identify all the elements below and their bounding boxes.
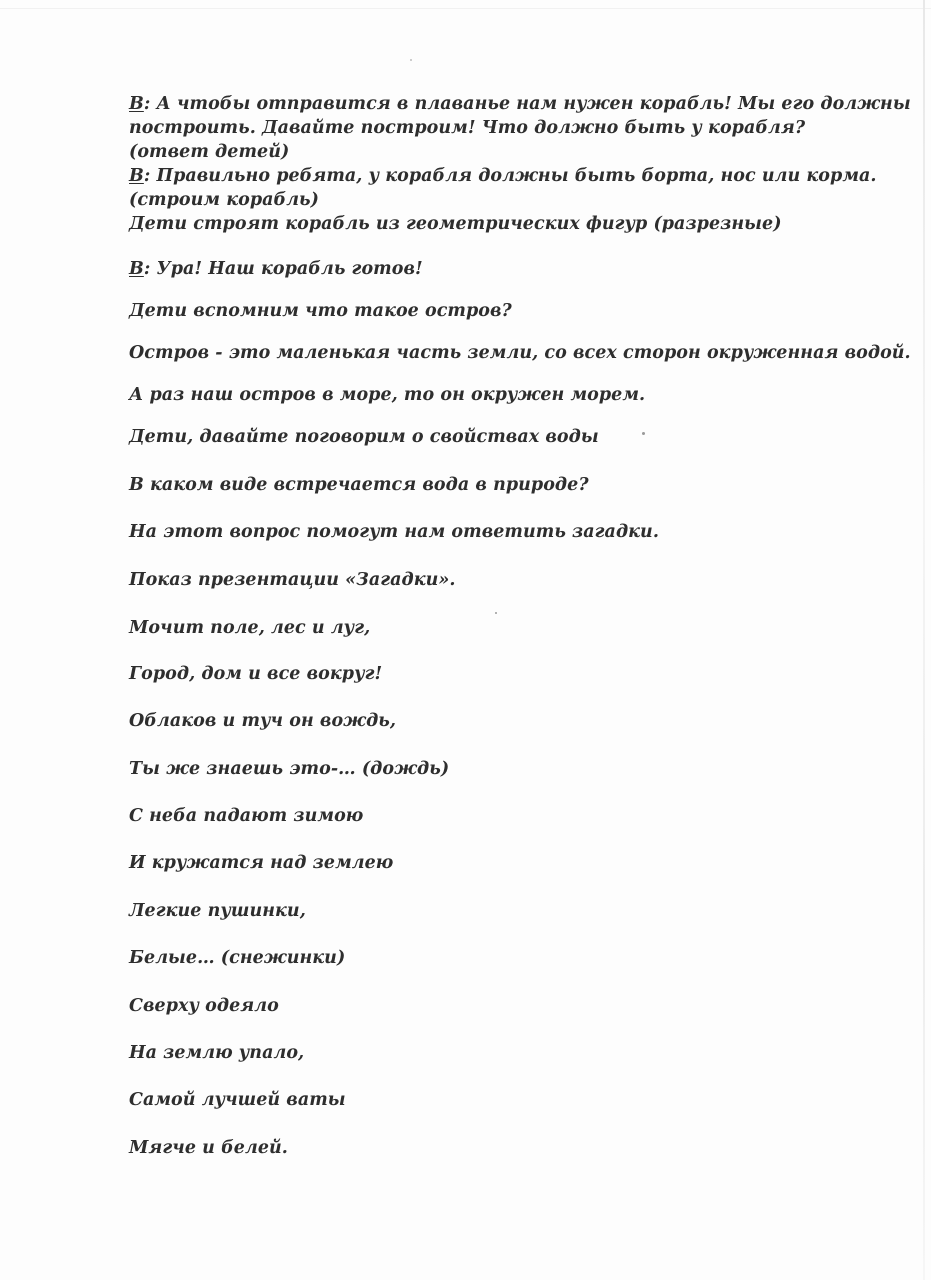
riddle-line: С неба падают зимою: [129, 806, 364, 826]
riddle-line: Легкие пушинки,: [129, 901, 306, 921]
dialog-line: [129, 188, 849, 212]
paragraph: На этот вопрос помогут нам ответить загадки.: [129, 522, 659, 542]
speaker-label: В: [129, 259, 144, 279]
riddle-line: Самой лучшей ваты: [129, 1090, 346, 1110]
scan-edge-top: [0, 8, 931, 9]
dialog-text: (строим корабль): [129, 190, 319, 210]
riddle-line: Мягче и белей.: [129, 1138, 288, 1158]
dialog-line: [129, 212, 849, 236]
riddle-line: Облаков и туч он вождь,: [129, 711, 397, 731]
riddle-line: Город, дом и все вокруг!: [129, 664, 383, 684]
dialog-line: [129, 164, 877, 188]
dialog-text: : Правильно ребята, у корабля должны быть борта, нос или корма.: [143, 166, 877, 186]
dialog-text: : А чтобы отправится в плаванье нам нужен корабль! Мы его должны: [143, 94, 911, 114]
dialog-line: [129, 140, 849, 164]
dialog-text: : Ура! Наш корабль готов!: [143, 259, 423, 279]
speaker-label: В: [129, 94, 144, 114]
dialog-text: построить. Давайте построим! Что должно быть у корабля?: [129, 118, 806, 138]
paragraph: В каком виде встречается вода в природе?: [129, 475, 589, 495]
dialog-line: [129, 92, 911, 116]
riddle-line: Сверху одеяло: [129, 996, 279, 1016]
paragraph: Дети, давайте поговорим о свойствах воды: [129, 427, 599, 447]
scan-speck: [495, 612, 497, 614]
riddle-line: Белые… (снежинки): [129, 948, 346, 968]
scan-edge-right: [923, 0, 925, 1280]
riddle-line: На землю упало,: [129, 1043, 305, 1063]
scan-speck: [410, 59, 412, 61]
riddle-line: Ты же знаешь это-… (дождь): [129, 759, 450, 779]
riddle-line: И кружатся над землею: [129, 853, 394, 873]
ready-line: [129, 257, 849, 281]
intro-dialog: [129, 92, 911, 236]
riddle-line: Мочит поле, лес и луг,: [129, 618, 371, 638]
dialog-line: [129, 116, 849, 140]
speaker-label: В: [129, 166, 144, 186]
dialog-text: (ответ детей): [129, 142, 290, 162]
paragraph: Показ презентации «Загадки».: [129, 570, 456, 590]
paragraph: Остров - это маленькая часть земли, со всех сторон окруженная водой.: [129, 343, 911, 363]
paragraph: Дети вспомним что такое остров?: [129, 301, 512, 321]
dialog-text: Дети строят корабль из геометрических фигур (разрезные): [129, 214, 782, 234]
paragraph: А раз наш остров в море, то он окружен морем.: [129, 385, 646, 405]
